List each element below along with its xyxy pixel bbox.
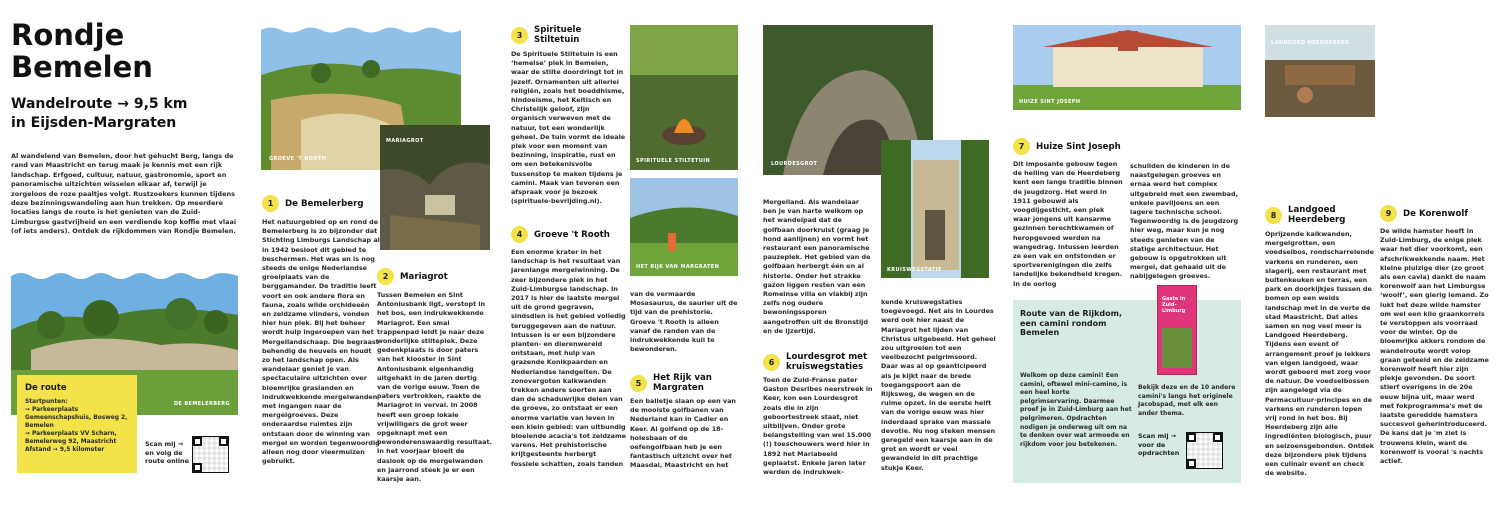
section-4-number: 4	[511, 226, 528, 243]
camini-title: Route van de Rijkdom, een camini rondom Bemelen	[1020, 309, 1122, 338]
photo-stiltetuin	[630, 25, 738, 170]
section-9	[1380, 205, 1490, 466]
section-7-continued-text: schuilden de kinderen in de naastgelegen groeves en ernaa werd het complex uitgebreid met een zwembad, enkele paviljoens en een lagere technische school. Tegenwoordig is de jeugdzorg hier weg, maar kun je nog steeds genieten van de statige architectuur. Het gebouw is opgetrokken uit mergel, dat gehaald uit de nabijgelegen groeves.	[1130, 162, 1239, 281]
section-1-number: 1	[262, 195, 279, 212]
section-1	[262, 195, 380, 466]
section-4-title: Groeve 't Rooth	[534, 229, 610, 240]
subtitle	[11, 95, 187, 133]
camini-text: Welkom op deze camini! Een camini, oftewel mini-camino, is een heel korte pelgrimservaring. Daarmee proef je in Zuid-Limburg aan het pelgrimeren. Opdrachten nodigen je onderweg uit om na te denken over wat armoede en rijkdom voor jou betekenen.	[1020, 372, 1132, 448]
section-7-title: Huize Sint Joseph	[1036, 141, 1121, 152]
route-box	[17, 375, 137, 473]
section-6-continued	[881, 298, 996, 473]
section-5-continued	[763, 198, 873, 336]
book-cover-image	[1162, 328, 1192, 368]
section-4-continued-text: van de vermaarde Mosasaurus, de saurier uit de tijd van de prehistorie. Groeve 't Rooth is alleen vanaf de randen van de indrukwekkende kuil te bewonderen.	[630, 290, 738, 354]
section-6	[763, 352, 873, 477]
section-2	[377, 268, 492, 484]
section-5-continued-text: Mergelland. Als wandelaar ben je van harte welkom op het wandelpad dat de golfbaan doorkruist (graag je hond aanlijnen) en vormt het restaurant een panoramische pauzeplek. Het gebied van de golfbaan herbergt één en al historie. Onder het strakke gazon liggen resten van een Romeinse villa en vlakbij zijn zelfs nog oudere bewoningssporen aangetroffen uit de Bronstijd en de IJzertijd.	[763, 198, 871, 335]
caption-mariagrot: MARIAGROT	[386, 138, 424, 144]
section-8-number: 8	[1265, 207, 1282, 224]
title-line-1: Rondje	[11, 18, 125, 52]
photo-landgoed	[1265, 25, 1375, 117]
book-cover-title: Gaste in Zuid-Limburg	[1162, 296, 1186, 314]
section-7	[1013, 138, 1123, 289]
route-title: De route	[25, 383, 67, 393]
photo-kruiswegstatie	[881, 140, 989, 278]
start-point-1: → Parkeerplaats Gemeenschapshuis, Bosweg 2, Bemelen	[25, 407, 128, 429]
route-qr-code[interactable]	[192, 436, 229, 473]
photo-mariagrot	[380, 125, 490, 250]
distance-value: → 9,5 kilometer	[52, 447, 105, 453]
section-7-text: Dit imposante gebouw tegen de helling van de Heerdeberg kent een lange traditie binnen de jeugdzorg. Het werd in 1911 gebouwd als voogdijgesticht, een plek waar jongens uit kansarme gezinnen terechtkwamen of heropgevoed werden na wangedrag. Intussen leerden ze een vak en ontstonden er sportverenigingen die zelfs landelijke bekendheid kregen. In de oorlog	[1013, 160, 1123, 288]
caption-kruiswegstatie: KRUISWEGSTATIE	[887, 267, 942, 273]
camini-scan-text: Scan mij → voor de opdrachten	[1138, 432, 1180, 458]
caption-groeve: GROEVE 'T ROOTH	[269, 156, 327, 162]
section-5-number: 5	[630, 375, 647, 392]
section-5-title: Het Rijk van Margraten	[653, 373, 712, 393]
route-details	[25, 398, 129, 454]
intro-text: Al wandelend van Bemelen, door het gehucht Berg, langs de rand van Maastricht en terug maak je kennis met een rijk landschap. Erfgoed, cultuur, natuur, gastronomie, sport en panoramische uitzichten wisselen elkaar af, terwijl je zorgeloos de roze paaltjes volgt. Rustzoekers kunnen tijdens deze bezinningswandeling aan hun trekken. Op meerdere locaties langs de route is het genieten van de Zuid-Limburgse gastvrijheid en een verdiende kop koffie met vlaai (of iets anders). Ontdek de rijkdommen van Rondje Bemelen.	[11, 152, 237, 236]
section-4-continued	[630, 290, 738, 354]
caption-rijk: HET RIJK VAN MARGRATEN	[636, 264, 720, 270]
section-8	[1265, 205, 1375, 478]
distance-label: Afstand	[25, 447, 51, 453]
section-6-number: 6	[763, 354, 780, 371]
caption-lourdesgrot: LOURDESGROT	[771, 161, 818, 167]
section-3-header	[511, 25, 626, 45]
section-4	[511, 226, 626, 469]
section-1-title: De Bemelerberg	[285, 198, 364, 209]
section-1-header	[262, 195, 380, 212]
section-4-header	[511, 226, 626, 243]
section-1-text: Het natuurgebied op en rond de Bemelerberg is zo bijzonder dat Stichting Limburgs Landschap al in 1942 besloot dit gebied te beschermen. Het was en is nog steeds de enige Nederlandse groeiplaats van de berggamander. De traditie leeft voort en ook andere flora en fauna, zoals wilde orchideeën en zeldzame vlinders, vonden hier hun plek. Bij het beheer wordt hulp ingeroepen van het Mergellandschaap. Die begraast behendig de heuvels en houdt zo het landschap open. Als wandelaar geniet je van spectaculaire uitzichten over bloemrijke graslanden en indrukwekkende mergelwanden met ingangen naar de mergelgroeves. Deze onderaardse ruimtes zijn ontstaan door de winning van mergel en worden tegenwoordig alleen nog door vleermuizen gebruikt.	[262, 218, 380, 466]
section-2-text: Tussen Bemelen en Sint Antoniusbank ligt, verstopt in het bos, een indrukwekkende Mariagrot. Een smal trappenpad leidt je naar deze wonderlijke stilteplek. Deze gedenkplaats is door paters van het klooster in Sint Antoniusbank eigenhandig uitgehakt in de jaren dertig van de vorige eeuw. Toen de paters vertrokken, raakte de Mariagrot in verval. In 2008 heeft een groep lokale vrijwilligers de grot weer opgeknapt met een bewonderenswaardig resultaat. In het voorjaar bloeit de daslook op de mergelwanden en jaarrond steek je er een kaarsje aan.	[377, 291, 492, 484]
section-6-title: Lourdesgrot met kruiswegstaties	[786, 352, 868, 372]
section-3	[511, 25, 626, 206]
section-9-text: De wilde hamster heeft in Zuid-Limburg, de enige plek waar het dier voorkomt, een afschrikwekkende naam. Het kleine pluizige dier (zo groot als een cavia) dankt de naam korenwolf aan het Limburgse ‘woolf’, een gierig lemand. Zo lukt het deze wilde hamster om wel een kilo graankorrels te verstoppen als voorraad voor de winter. Op de bloemrijke akkers rondom de wandelroute wordt volop graan geteeld en de zeldzame korenwolf heeft hier zijn plekje gevonden. De soort stierf overigens in de 20e eeuw bijna uit, maar werd met fokprogramma's met de laatste gereddde hamsters succesvol geherintroduceerd. De kans dat je 'm ziet is trouwens klein, want de korenwolf is vooral 's nachts actief.	[1380, 227, 1489, 466]
section-7-header	[1013, 138, 1123, 155]
section-7-number: 7	[1013, 138, 1030, 155]
section-3-title: Spirituele Stiltetuin	[534, 25, 582, 45]
camini-book	[1157, 285, 1197, 375]
subtitle-line-1: Wandelroute → 9,5 km	[11, 96, 188, 112]
page-title	[11, 19, 153, 83]
section-8-title: Landgoed Heerdeberg	[1288, 205, 1346, 225]
section-4-text: Een enorme krater in het landschap is het resultaat van jarenlange mergelwinning. De zeer bijzondere plek in het Zuid-Limburgse landschap. In 2017 is hier de laatste mergel uit de grond gegraven, sindsdien is het gebied volledig teruggegeven aan de natuur. Intussen is er een bijzondere planten- en dierenwereld ontstaan, met hulp van grazende Konikpaarden en Nederlandse landgeiten. De zonovergoten kalkwanden trekken andere soorten aan dan de schaduwrijke delen van de groeve, zo ontstaat er een enorme variatie van leven in een klein gebied: van uitbundig bloeiende acacia's tot zeldzame varens. Het prehistorische krijtgesteente herbergt fossiele schatten, zoals tanden	[511, 248, 626, 468]
caption-huize: HUIZE SINT JOSEPH	[1019, 99, 1081, 105]
photo-huize-sint-joseph	[1013, 25, 1241, 110]
section-5	[630, 373, 738, 471]
camini-qr-code[interactable]	[1186, 432, 1223, 469]
caption-bemelerberg: DE BEMELERBERG	[173, 401, 230, 407]
section-2-header	[377, 268, 492, 285]
section-5-header	[630, 373, 738, 393]
section-9-title: De Korenwolf	[1403, 208, 1469, 219]
section-3-number: 3	[511, 27, 528, 44]
section-8-text: Oprijzende kalkwanden, mergelgrotten, een voedselbos, rondscharrelende varkens en runderen, een slagerij, een restaurant met buitenkeuken en terras, een park en doorkijkjes tussen de bomen op een weids landschap met in de verte de stad Maastricht. Dat alles samen en nog veel meer is Landgoed Heerdeberg. Tijdens een event of arrangement proef je lekkers van eigen landgoed, waar wordt geboerd met zorg voor de natuur. De voedselbossen zijn aangelegd via de Permacultuur-principes en de varkens en runderen lopen vrij rond in het bos. Bij Heerdeberg zijn alle ingrediënten biologisch, puur en seizoensgebonden. Ontdek deze bijzondere plek tijdens een culinair event en check de website.	[1265, 230, 1374, 478]
section-2-title: Mariagrot	[400, 271, 448, 282]
subtitle-line-2: in Eijsden-Margraten	[11, 115, 177, 131]
section-7-continued	[1130, 162, 1240, 282]
section-6-header	[763, 352, 873, 372]
section-3-text: De Spirituele Stiltetuin is een ‘hemelse’ plek in Bemelen, waar de stilte doordringt tot in jezelf. Ornamenten uit allerlei religiën, zoals het boeddhisme, hindoeïsme, het Keltisch en Christelijk geloof, zijn organisch verweven met de natuur, tot een wonderlijk geheel. De tuin vormt de ideale plek voor een moment van bezinning, inspiratie, rust en om een betekenisvolle tussenstop te maken tijdens je camini. Maak van tevoren een afspraak voor je bezoek (spirituele-bevrijding.nl).	[511, 50, 626, 206]
section-9-header	[1380, 205, 1490, 222]
start-label: Startpunten:	[25, 399, 68, 405]
photo-rijk-van-margraten	[630, 178, 738, 276]
section-5-text: Een balletje slaan op een van de mooiste golfbanen van Nederland kan in Cadier en Keer. Al golfend op de 18-holesbaan of de oefengolfbaan heb je een fantastisch uitzicht over het Maasdal, Maastricht en het	[630, 397, 736, 470]
section-8-header	[1265, 205, 1375, 225]
section-6-text: Toen de Zuid-Franse pater Gaston Desribes neerstreek in Keer, kon een Lourdesgrot zoals die in zijn geboortestreek staat, niet uitblijven. Onder grote belangstelling van wel 15.000 (!) toeschouwers werd hier in 1892 het Mariabeeld geplaatst. Enkele jaren later werden de indrukwek-	[763, 376, 873, 477]
caption-stiltetuin: SPIRITUELE STILTETUIN	[636, 158, 711, 164]
camini-box	[1013, 296, 1241, 483]
section-6-continued-text: kende kruiswegstaties toegevoegd. Net als in Lourdes werd ook hier naast de Mariagrot het lijden van Christus uitgebeeld. Het geheel zou uitgroeien tot een veelbezocht pelgrimsoord. Daar was al op geanticipeerd als je kijkt naar de brede toegangspoort aan de Rijksweg, de wegen en de ruime opzet. In de eerste helft van de vorige eeuw was hier inderdaad sprake van massale devotie. Nu nog steken mensen geregeld een kaarsje aan in de grot en wordt er veel gewandeld in dit prachtige stukje Keer.	[881, 298, 996, 472]
caption-korenwolf: LEEFGEBIED VAN DE KORENWOLF	[1275, 176, 1381, 182]
caption-landgoed: LANDGOED HEERDEBERG	[1271, 40, 1350, 46]
title-line-2: Bemelen	[11, 50, 153, 84]
section-2-number: 2	[377, 268, 394, 285]
section-9-number: 9	[1380, 205, 1397, 222]
camini-book-text: Bekijk deze en de 10 andere camini's langs het originele Jacobspad, met elk een ander thema.	[1138, 384, 1236, 417]
route-scan-text: Scan mij → en volg de route online	[145, 440, 189, 466]
start-point-2: → Parkeerplaats VV Scharn, Bemelerweg 92, Maastricht	[25, 431, 117, 445]
